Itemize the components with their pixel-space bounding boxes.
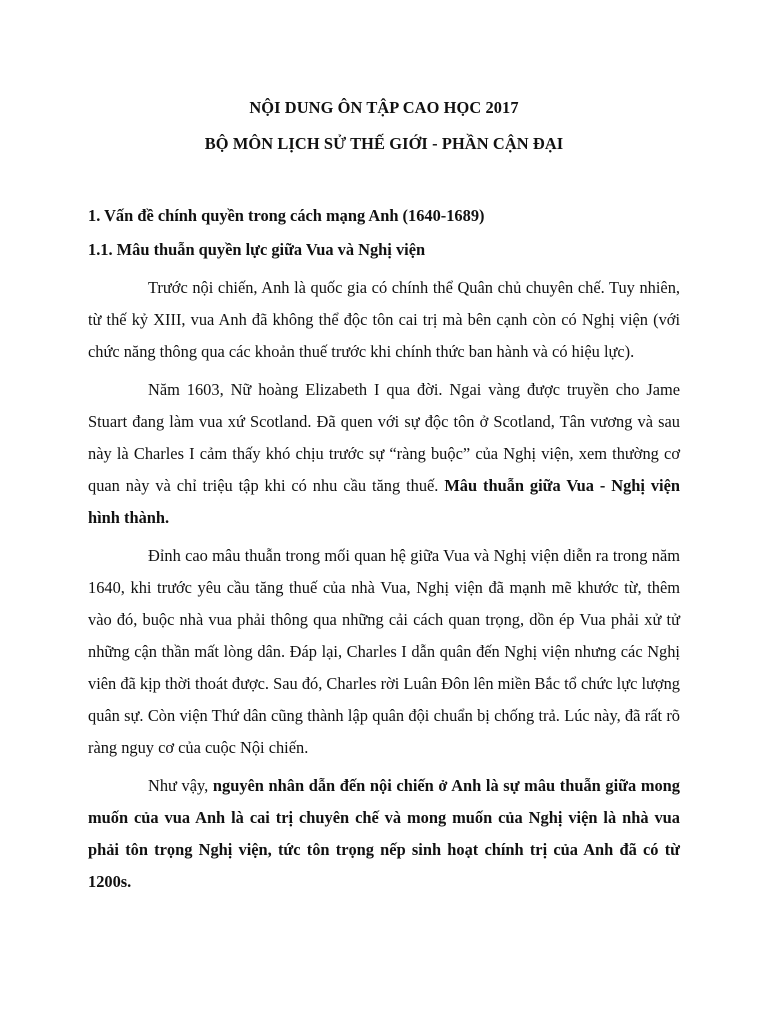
paragraph-1-text: Trước nội chiến, Anh là quốc gia có chính thể Quân chủ chuyên chế. Tuy nhiên, từ thế kỷ XIII, vua Anh đã không thể độc tôn cai trị mà bên cạnh còn có Nghị viện (với chức năng thông qua các khoản thuế trước khi chính thức ban hành và có hiệu lực). <box>88 278 680 361</box>
paragraph-4-bold: nguyên nhân dẫn đến nội chiến ở Anh là sự mâu thuẫn giữa mong muốn của vua Anh là cai trị chuyên chế và mong muốn của Nghị viện là nhà vua phải tôn trọng Nghị viện, tức tôn trọng nếp sinh hoạt chính trị của Anh đã có từ 1200s. <box>88 776 680 891</box>
paragraph-1 <box>88 272 680 368</box>
document-subtitle: BỘ MÔN LỊCH SỬ THẾ GIỚI - PHẦN CẬN ĐẠI <box>204 134 564 153</box>
paragraph-2-text: Năm 1603, Nữ hoàng Elizabeth I qua đời. Ngai vàng được truyền cho Jame Stuart đang làm vua xứ Scotland. Đã quen với sự độc tôn ở Scotland, Tân vương và sau này là Charles I cảm thấy khó chịu trước sự “ràng buộc” của Nghị viện, xem thường cơ quan này và chỉ triệu tập khi có nhu cầu tăng thuế. <box>88 380 680 495</box>
section-heading: 1. Vấn đề chính quyền trong cách mạng Anh (1640-1689) <box>88 206 485 225</box>
paragraph-2 <box>88 374 680 534</box>
document-title: NỘI DUNG ÔN TẬP CAO HỌC 2017 <box>249 98 519 117</box>
document-page <box>88 92 680 898</box>
paragraph-4 <box>88 770 680 898</box>
paragraph-3 <box>88 540 680 764</box>
paragraph-3-text: Đỉnh cao mâu thuẫn trong mối quan hệ giữa Vua và Nghị viện diễn ra trong năm 1640, khi trước yêu cầu tăng thuế của nhà Vua, Nghị viện đã mạnh mẽ khước từ, thêm vào đó, buộc nhà vua phải thông qua những cải cách quan trọng, dồn ép Vua phải xử tử những cận thần mất lòng dân. Đáp lại, Charles I dẫn quân đến Nghị viện nhưng các Nghị viên đã kịp thời thoát được. Sau đó, Charles rời Luân Đôn lên miền Bắc tổ chức lực lượng quân sự. Còn viện Thứ dân cũng thành lập quân đội chuẩn bị chống trả. Lúc này, đã rất rõ ràng nguy cơ của cuộc Nội chiến. <box>88 546 680 757</box>
subsection-heading: 1.1. Mâu thuẫn quyền lực giữa Vua và Nghị viện <box>88 240 426 259</box>
paragraph-4-text: Như vậy, <box>148 776 213 795</box>
paragraph-2-bold: Mâu thuẫn giữa Vua - Nghị viện hình thành. <box>88 476 680 527</box>
